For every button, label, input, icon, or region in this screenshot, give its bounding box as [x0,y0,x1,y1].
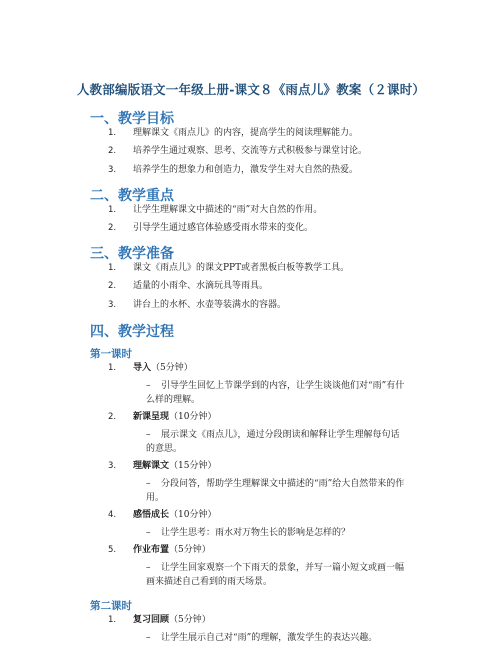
step-detail-text: 分段问答，帮助学生理解课文中描述的“雨”给大自然带来的作用。 [146,479,405,503]
section-heading-focus: 二、教学重点 [90,188,174,204]
list-number: 3. [108,165,117,175]
step-number: 1. [108,615,117,625]
step-detail-text: 展示课文《雨点儿》，通过分段朗读和解释让学生理解每句话的意思。 [146,430,400,454]
list-text: 让学生理解课文中描述的“雨”对大自然的作用。 [133,205,323,215]
list-number: 2. [108,281,117,291]
dash-marker: – [146,633,151,643]
document-title: 人教部编版语文一年级上册-课文８《雨点儿》教案（２课时） [76,82,426,97]
step-duration: （5分钟） [151,363,193,373]
list-text: 适量的小雨伞、水滴玩具等雨具。 [133,281,269,291]
step-number: 2. [108,412,117,422]
lesson-heading-2: 第二课时 [90,600,132,612]
step-duration: （10分钟） [169,412,217,422]
step-title: 新课呈现 [133,412,170,422]
dash-marker: – [146,563,151,573]
dash-marker: – [146,528,151,538]
step-title: 复习回顾 [133,615,170,625]
list-text: 课文《雨点儿》的课文PPT或者黑板白板等教学工具。 [133,263,350,273]
step-duration: （5分钟） [169,615,211,625]
section-heading-goals: 一、教学目标 [90,111,174,127]
step-title: 感悟成长 [133,510,170,520]
list-text: 讲台上的水杯、水壶等装满水的容器。 [133,300,287,310]
step-detail [146,379,408,407]
dash-marker: – [146,479,151,489]
step-detail [146,631,408,645]
step-number: 4. [108,510,117,520]
step-title: 作业布置 [133,545,170,555]
section-heading-prep: 三、教学准备 [90,246,174,262]
step-detail-text: 让学生思考：雨水对万物生长的影响是怎样的？ [161,528,351,538]
lesson-heading-1: 第一课时 [90,348,132,360]
step-detail [146,526,408,540]
step-detail-text: 让学生展示自己对“雨”的理解，激发学生的表达兴趣。 [161,633,378,643]
list-text: 引导学生通过感官体验感受雨水带来的变化。 [133,223,314,233]
step-title: 导入 [133,363,152,373]
list-number: 1. [108,128,117,138]
step-detail-text: 让学生回家观察一个下雨天的景象，并写一篇小短文或画一幅画来描述自己看到的雨天场景。 [146,563,405,587]
step-detail [146,428,408,456]
step-detail [146,561,408,589]
list-number: 2. [108,223,117,233]
step-detail [146,477,408,505]
section-heading-process: 四、教学过程 [90,324,174,340]
step-number: 3. [108,461,117,471]
step-detail-text: 引导学生回忆上节课学到的内容，让学生谈谈他们对“雨”有什么样的理解。 [146,381,405,405]
list-text: 培养学生通过观察、思考、交流等方式积极参与课堂讨论。 [133,146,368,156]
step-duration: （10分钟） [169,510,217,520]
step-number: 1. [108,363,117,373]
list-number: 1. [108,205,117,215]
list-number: 3. [108,300,117,310]
list-number: 1. [108,263,117,273]
list-number: 2. [108,146,117,156]
step-duration: （15分钟） [169,461,217,471]
dash-marker: – [146,381,151,391]
list-text: 理解课文《雨点儿》的内容，提高学生的阅读理解能力。 [133,128,359,138]
step-title: 理解课文 [133,461,170,471]
step-duration: （5分钟） [169,545,211,555]
dash-marker: – [146,430,151,440]
list-text: 培养学生的想象力和创造力，激发学生对大自然的热爱。 [133,165,359,175]
step-number: 5. [108,545,117,555]
